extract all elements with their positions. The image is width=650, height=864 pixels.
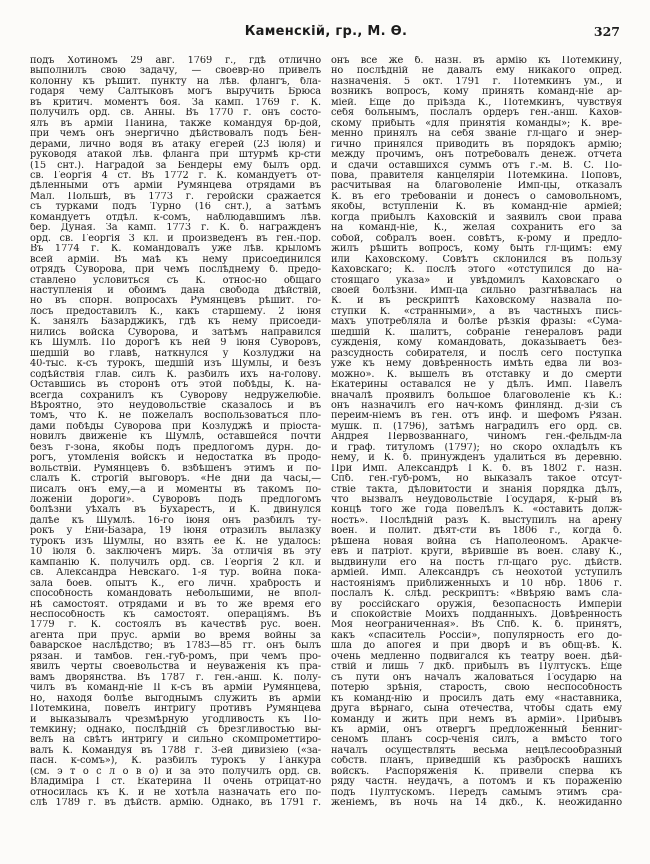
- text-line: и спокойствіе Моихъ подданныхъ. Довѣренность: [331, 610, 622, 621]
- text-line: подъ Пултускомъ. Передъ самымъ этимъ сра-: [331, 787, 622, 798]
- text-line: рокъ у Ени-Базара, 19 іюня отразилъ вылазку: [30, 526, 321, 537]
- text-line: съ пути онъ началъ жаловаться Государю на: [331, 672, 622, 683]
- text-line: способность командовать небольшими, не впол-: [30, 589, 321, 600]
- text-line: далѣе къ Шумлѣ. 16-го іюня онъ разбилъ ту-: [30, 515, 321, 526]
- text-line: менно принялъ на себя званіе гл-щаго и энер-: [331, 129, 622, 140]
- text-line: вначалѣ проявилъ большое благоволеніе къ К.:: [331, 390, 622, 401]
- text-line: стоящаго указа» и увѣдомилъ Каховскаго о: [331, 275, 622, 286]
- text-line: св. Александра Невскаго. 1-я тур. война пока-: [30, 568, 321, 579]
- text-line: къ Шумлѣ. По дорогѣ къ ней 9 іюня Суворовъ,: [30, 338, 321, 349]
- text-line: вамъ дворянства. Въ 1787 г. ген.-анш. К. полу-: [30, 672, 321, 683]
- text-line: писалъ онъ ему,—а и моменты въ такомъ по-: [30, 484, 321, 495]
- text-line: слѣ 1789 г. въ дѣйств. армію. Однако, въ 1791 г.: [30, 798, 321, 809]
- text-line: явилъ черты своевольства и неуваженія къ пра-: [30, 662, 321, 673]
- text-line: турокъ изъ Шумлы, но взять ее К. не удалось:: [30, 536, 321, 547]
- text-line: ступки К. «странными», а въ частныхъ пись-: [331, 306, 622, 317]
- text-line: послалъ К. слѣд. рескриптъ: «Ввѣряю вамъ сла-: [331, 589, 622, 600]
- text-line: концѣ того же года повелѣлъ К. «оставить долж-: [331, 505, 622, 516]
- text-line: ствій и лишь 7 дкб. прибылъ въ Пултускъ. Еще: [331, 662, 622, 673]
- text-line: собой, собралъ воен. совѣтъ, к-рому и предло-: [331, 233, 622, 244]
- text-line: св. Георгія 4 ст. Въ 1772 г. К. командуетъ от-: [30, 170, 321, 181]
- text-line: ность». Послѣдній разъ К. выступилъ на арену: [331, 515, 622, 526]
- text-line: сужденія, кому командовать, доказываетъ без-: [331, 338, 622, 349]
- text-line: (см. э т о с л о в о) и за это получилъ орд. св.: [30, 766, 321, 777]
- text-line: пасн. к-сомъ»), К. разбилъ турокъ у Ганкура: [30, 756, 321, 767]
- text-line: возникъ вопросъ, кому принять команд-ніе ар-: [331, 87, 622, 98]
- text-line: войскъ. Распоряженія К. привели сперва къ: [331, 766, 622, 777]
- text-line: но послѣдній не давалъ ему никакого опред.: [331, 66, 622, 77]
- text-line: началъ осуществлять весьма нецѣлесообразный: [331, 745, 622, 756]
- text-line: разсудность собирателя, и послѣ сего поступка: [331, 348, 622, 359]
- text-line: руководя атакой лѣв. фланга при штурмѣ кр-сти: [30, 150, 321, 161]
- text-line: на команд-ніе, К., желая сохранить его за: [331, 223, 622, 234]
- text-line: міей. Еще до пріѣзда К., Потемкинъ, чувствуя: [331, 97, 622, 108]
- text-line: какъ «спаситель Россіи», популярность его до-: [331, 630, 622, 641]
- text-line: къ команд-нію и просилъ дать ему «наставника,: [331, 693, 622, 704]
- text-line: гично принялся приводить въ порядокъ армію;: [331, 139, 622, 150]
- text-line: и сдачи оставшихся суммъ отъ г.-м. В. С. По-: [331, 160, 622, 171]
- text-line: Каховскаго; К. послѣ этого «отступился до на-: [331, 265, 622, 276]
- text-line: нились войска Суворова, и затѣмъ направился: [30, 327, 321, 338]
- text-line: при чемъ онъ энергично дѣйствовалъ подъ Бен-: [30, 129, 321, 140]
- text-line: къ арміи, онъ отвергъ предложенный Бенниг-: [331, 725, 622, 735]
- text-line: выполнилъ свою задачу, — своевр-но привелъ: [30, 66, 321, 77]
- text-line: бер. Дуная. За камп. 1773 г. К. б. награжденъ: [30, 223, 321, 234]
- text-line: 1779 г. К. состоялъ въ качествѣ рус. воен.: [30, 620, 321, 631]
- text-line: Моя неограниченная». Въ Спб. К. б. принятъ,: [331, 620, 622, 631]
- text-line: сеномъ планъ соср-ченія силъ, а вмѣсто того: [331, 735, 622, 746]
- text-line: арміей. Имп. Александръ съ неохотой уступилъ: [331, 568, 622, 579]
- text-line: велъ на свѣтъ интригу и сильно скомпрометтиро-: [30, 735, 321, 746]
- text-line: ставлено условиться съ К. относ-но общаго: [30, 275, 321, 286]
- text-line: скому прибыть «для принятія команды»; К. вре-: [331, 118, 622, 129]
- text-column-left: [30, 56, 321, 809]
- text-line: шедшій К. шалитъ, собраніе генераловъ ради: [331, 327, 622, 338]
- text-line: ствіе такта, дѣловитости и знанія порядка дѣлъ,: [331, 484, 622, 495]
- text-line: нему, и К. б. принужденъ удалиться въ деревню.: [331, 453, 622, 464]
- text-line: всей арміи. Въ маѣ къ нему присоединился: [30, 254, 321, 265]
- text-line: команду и жить при немъ въ арміи». Прибывъ: [331, 714, 622, 725]
- text-line: потерю зрѣнія, старость, свою неспособность: [331, 683, 622, 694]
- text-line: рѣшена новая война съ Наполеономъ. Аракче-: [331, 536, 622, 547]
- text-line: баварское наслѣдство; въ 1783—85 гг. онъ былъ: [30, 641, 321, 652]
- text-line: шедшій во главѣ, наткнулся у Козлуджи на: [30, 348, 321, 359]
- text-line: но въ спорн. вопросахъ Румянцевъ рѣшит. го-: [30, 296, 321, 307]
- text-line: и граф. титуломъ (1797); но скоро охладѣлъ къ: [331, 442, 622, 453]
- text-line: Оставшись въ сторонѣ отъ этой побѣды, К. на-: [30, 380, 321, 391]
- text-line: вольствіи. Румянцевъ б. взбѣшенъ этимъ и по-: [30, 463, 321, 474]
- text-line: себя больнымъ, послалъ ордеръ ген.-анш. Кахов-: [331, 108, 622, 119]
- text-line: евъ и патріот. круги, вѣрившіе въ воен. славу К.,: [331, 547, 622, 558]
- text-line: Въ 1774 г. К. командовалъ уже лѣв. крыломъ: [30, 244, 321, 255]
- text-line: очень медленно подвигался къ театру воен. дѣй-: [331, 651, 622, 662]
- text-line: и выказывалъ чрезмѣрную угодливость къ По-: [30, 714, 321, 725]
- text-line: когда прибылъ Каховскій и заявилъ свои права: [331, 212, 622, 223]
- text-line: ложеніи дороги». Суворовъ подъ предлогомъ: [30, 495, 321, 506]
- text-line: Вѣроятно, это неудовольствіе сказалось и въ: [30, 400, 321, 411]
- text-line: въ критич. моментъ боя. За камп. 1769 г. К.: [30, 97, 321, 108]
- text-line: подъ Хотиномъ 29 авг. 1769 г., гдѣ отлично: [30, 56, 321, 66]
- text-line: жилъ рѣшить вопросъ, кому быть гл-щимъ: ему: [331, 244, 622, 255]
- text-line: (15 снт.). Наградой за Бендеры ему былъ орд.: [30, 160, 321, 171]
- text-line: кампанію К. получилъ орд. св. Георгія 2 кл. и: [30, 557, 321, 568]
- text-line: содѣйствія глав. силъ К. разбилъ ихъ на-голову.: [30, 369, 321, 380]
- text-line: чилъ въ команд-ніе II к-съ въ арміи Румянцева,: [30, 683, 321, 694]
- text-line: ряду частн. неудачъ, а потомъ и къ пораженію: [331, 777, 622, 788]
- text-line: командуетъ отдѣл. к-сомъ, наблюдавшимъ лѣв.: [30, 212, 321, 223]
- text-line: всегда сохранилъ къ Суворову недружелюбіе.: [30, 390, 321, 401]
- text-line: получилъ орд. св. Анны. Въ 1770 г. онъ состо-: [30, 108, 321, 119]
- text-line: рязан. и тамбов. ген.-губ-ромъ, при чемъ про-: [30, 651, 321, 662]
- text-line: шла до апогея и при дворѣ и въ общ-вѣ. К.: [331, 641, 622, 652]
- text-line: При Имп. Александрѣ I К. б. въ 1802 г. назн.: [331, 463, 622, 474]
- text-line: ялъ въ арміи Панина, также командуя бр-дой,: [30, 118, 321, 129]
- text-line: женіемъ, въ ночь на 14 дкб., К. неожиданно: [331, 798, 622, 809]
- text-line: К. занялъ Базарджикъ, гдѣ къ нему присоеди-: [30, 317, 321, 328]
- text-line: 10 іюля б. заключенъ миръ. За отличія въ эту: [30, 547, 321, 558]
- text-line: махъ употребляла и болѣе рѣзкія фразы: «Сума-: [331, 317, 622, 328]
- text-line: ву россійскаго оружія, безопасность Имперіи: [331, 599, 622, 610]
- text-line: зала боев. опытъ К., его личн. храбрость и: [30, 578, 321, 589]
- text-line: Мал. Польшѣ, въ 1773 г. геройски сражается: [30, 191, 321, 202]
- text-line: настояніямъ приближенныхъ и 10 нбр. 1806 г.: [331, 578, 622, 589]
- text-line: между прочимъ, онъ потребовалъ денеж. отчета: [331, 150, 622, 161]
- text-line: отрядъ Суворова, при чемъ послѣднему б. предо-: [30, 265, 321, 276]
- text-line: Спб. ген.-губ-ромъ, но выказалъ такое отсут-: [331, 474, 622, 485]
- text-line: слалъ К. строгій выговоръ. «Не дни да часы,—: [30, 474, 321, 485]
- running-title: Каменскій, гр., М. Ѳ.: [244, 24, 408, 39]
- text-line: мушк. п. (1796), затѣмъ наградилъ его орд. св.: [331, 421, 622, 432]
- text-line: или Каховскому. Совѣтъ склонился въ пользу: [331, 254, 622, 265]
- text-line: томъ, что К. не пожелалъ воспользоваться пло-: [30, 411, 321, 422]
- text-line: дами побѣды Суворова при Козлуджѣ и пріоста-: [30, 421, 321, 432]
- text-line: Потемкина, повелъ интригу противъ Румянцева: [30, 704, 321, 715]
- text-line: рогъ, утомленія войскъ и недостатка въ продо-: [30, 453, 321, 464]
- text-line: назначенія. 5 окт. 1791 г. Потемкинъ ум., и: [331, 76, 622, 87]
- text-line: орд. св. Георгія 3 кл. и произведенъ въ ген.-пор.: [30, 233, 321, 244]
- text-line: колонну къ рѣшит. пункту на лѣв. флангъ, бла-: [30, 76, 321, 87]
- text-line: Владиміра I ст. Екатерина II очень отрицат-но: [30, 777, 321, 788]
- text-line: агента при прус. арміи во время войны за: [30, 630, 321, 641]
- text-line: дѣленными отъ арміи Румянцева отрядами въ: [30, 181, 321, 192]
- page-header: [30, 24, 622, 44]
- text-line: выдвинули его на постъ гл-щаго рус. дѣйств.: [331, 557, 622, 568]
- text-line: онъ назначилъ его нач-комъ финлянд. д-зіи съ: [331, 400, 622, 411]
- page-number: 327: [593, 24, 620, 39]
- text-column-right: [331, 56, 622, 809]
- text-line: что вызвалъ неудовольствіе Государя, к-рый въ: [331, 495, 622, 506]
- text-line: К. и въ рескриптѣ Каховскому назвала по-: [331, 296, 622, 307]
- text-line: безъ г-зона, якобы подъ предлогомъ дурн. до-: [30, 442, 321, 453]
- text-line: 40-тыс. к-съ турокъ, шедшій изъ Шумлы, и безъ: [30, 359, 321, 370]
- text-line: К. въ его требованіи и донесъ о самовольномъ,: [331, 191, 622, 202]
- text-line: уже къ нему довѣренность имѣть едва ли воз-: [331, 359, 622, 370]
- text-line: болѣзни уѣхалъ въ Бухарестъ, и К. двинулся: [30, 505, 321, 516]
- text-line: пова, правителя канцеляріи Потемкина. Поповъ,: [331, 170, 622, 181]
- text-line: новилъ движеніе къ Шумлѣ, оставшейся почти: [30, 432, 321, 443]
- text-line: неспособность къ самостоят. операціямъ. Въ: [30, 610, 321, 621]
- text-line: друга вѣрнаго, сына отечества, чтобы сдать ему: [331, 704, 622, 715]
- text-line: воен. и полит. дѣят-сти въ 1806 г., когда б.: [331, 526, 622, 537]
- text-line: нѣ самостоят. отрядами и въ то же время его: [30, 599, 321, 610]
- text-line: Андрея Первозваннаго, чиномъ ген.-фельдм-ла: [331, 432, 622, 443]
- text-line: валъ К. Командуя въ 1788 г. 3-ей дивизіею («за-: [30, 745, 321, 756]
- text-line: онъ все же б. назн. въ армію къ Потемкину,: [331, 56, 622, 66]
- text-line: дерами, лично водя въ атаку егерей (23 іюля) и: [30, 139, 321, 150]
- text-line: съ турками подъ Турно (16 снт.), а затѣмъ: [30, 202, 321, 213]
- text-line: якобы, вступленіи К. въ команд-ніе арміей;: [331, 202, 622, 213]
- text-line: но, находя болѣе выгоднымъ служить въ арміи: [30, 693, 321, 704]
- text-line: наступленія и обоимъ дана свобода дѣйствій,: [30, 285, 321, 296]
- text-line: годаря чему Салтыковъ могъ выручить Брюса: [30, 87, 321, 98]
- text-line: лосъ предоставилъ К., какъ старшему. 2 іюня: [30, 306, 321, 317]
- text-line: собств. планъ, приведшій къ разброскѣ нашихъ: [331, 756, 622, 767]
- text-line: можно». К. вышелъ въ отставку и до смерти: [331, 369, 622, 380]
- text-line: переим-ніемъ въ ген. отъ инф. и шефомъ Рязан.: [331, 411, 622, 422]
- text-line: Екатерины оставался не у дѣлъ. Имп. Павелъ: [331, 380, 622, 391]
- text-line: относилась къ К. и не хотѣла назначать его по-: [30, 787, 321, 798]
- text-line: своей болѣзни. Имп-ца сильно разгнѣвалась на: [331, 285, 622, 296]
- text-columns: [30, 56, 622, 809]
- text-line: расчитывая на благоволеніе Имп-цы, отказалъ: [331, 181, 622, 192]
- text-line: темкину; однако, послѣдній съ брезгливостью вы-: [30, 725, 321, 735]
